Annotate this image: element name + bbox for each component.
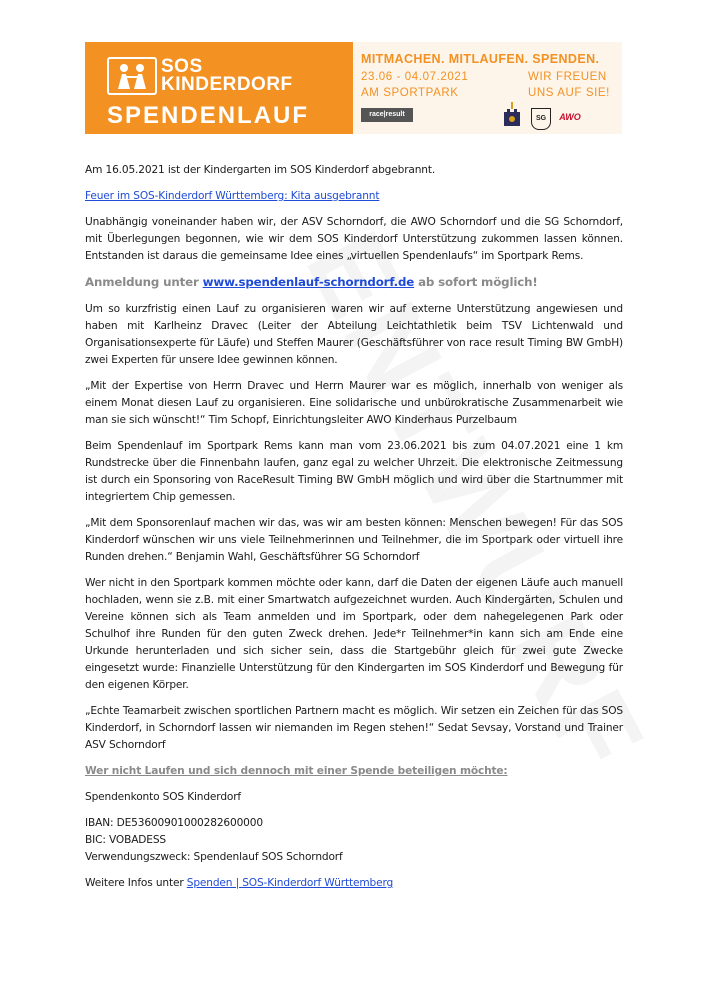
donation-purpose: Verwendungszweck: Spendenlauf SOS Schorndorf [85, 851, 343, 863]
event-slogan: MITMACHEN. MITLAUFEN. SPENDEN. [361, 52, 600, 66]
greeting-line1: WIR FREUEN [528, 71, 607, 83]
donation-heading: Wer nicht Laufen und sich dennoch mit einer Spende beteiligen möchte: [85, 765, 508, 777]
quote-schopf: „Mit der Expertise von Herrn Dravec und Herrn Maurer war es möglich, innerhalb von weniger als einem Monat diesen Lauf zu organisieren. Eine solidarische und unbürokratische Zusammenarbeit wie man sie sich wünscht!“ Tim Schopf, Einrichtungsleiter AWO Kinderhaus Purzelbaum [85, 380, 623, 426]
background-paragraph: Unabhängig voneinander haben wir, der ASV Schorndorf, die AWO Schorndorf und die SG Schorndorf, mit Überlegungen begonnen, wie wir dem SOS Kinderdorf Unterstützung zukommen lassen können. Entstanden ist daraus die gemeinsame Idee eines „virtuellen Spendenlaufs“ im Sportpark Rems. [85, 216, 623, 262]
virtual-run-paragraph: Wer nicht in den Sportpark kommen möchte oder kann, darf die Daten der eigenen Läufe auch manuell hochladen, wenn sie z.B. mit einer Smartwatch aufgezeichnet wurden. Auch Kindergärten, Schulen und Vereine können sich als Team anmelden und im Sportpark, oder dem nahegelegenen Park oder Schulhof ihre Runden für den guten Zweck drehen. Jede*r Teilnehmer*in kann sich am Ende eine Urkunde herunterladen und sich sicher sein, dass die Startgebühr gleich für zwei gute Zwecke eingesetzt wurde: Finanzielle Unterstützung für den Kindergarten im SOS Kinderdorf und Bewegung für den eigenen Körper. [85, 577, 623, 691]
news-article-link[interactable]: Feuer im SOS-Kinderdorf Württemberg: Kita ausgebrannt [85, 190, 380, 202]
org-name-line1: SOS [161, 56, 203, 77]
organizers-paragraph: Um so kurzfristig einen Lauf zu organisieren waren wir auf externe Unterstützung angewiesen und haben mit Karlheinz Dravec (Leiter der Abteilung Leichtathletik beim TSV Lichtenwald und Organisationsexperte für Läufe) und Steffen Maurer (Geschäftsführer von race result Timing BW GmbH) zwei Experten für unsere Idee gewinnen können. [85, 303, 623, 366]
asv-castle-logo-icon [501, 100, 523, 128]
banner-brand-panel [85, 42, 353, 134]
intro-paragraph: Am 16.05.2021 ist der Kindergarten im SOS Kinderdorf abgebrannt. [85, 164, 436, 176]
banner-info-panel [353, 42, 622, 134]
event-dates: 23.06 - 04.07.2021 [361, 71, 469, 83]
event-banner [85, 42, 622, 134]
quote-wahl: „Mit dem Sponsorenlauf machen wir das, was wir am besten können: Menschen bewegen! Für das SOS Kinderdorf wünschen wir uns viele Teilnehmerinnen und Teilnehmer, die im Sportpark oder virtuell ihre Runden drehen.“ Benjamin Wahl, Geschäftsführer SG Schorndorf [85, 517, 623, 563]
article-body [85, 162, 623, 901]
donation-bic: BIC: VOBADESS [85, 834, 166, 846]
race-result-logo: race|result [361, 108, 413, 122]
awo-logo: AWO [559, 112, 581, 122]
news-link-paragraph [85, 188, 623, 205]
more-info-paragraph [85, 875, 623, 892]
quote-sevsay: „Echte Teamarbeit zwischen sportlichen Partnern macht es möglich. Wir setzen ein Zeichen für das SOS Kinderdorf, in Schorndorf lassen wir niemanden im Regen stehen!“ Sedat Sevsay, Vorstand und Trainer ASV Schorndorf [85, 705, 623, 751]
run-details-paragraph: Beim Spendenlauf im Sportpark Rems kann man vom 23.06.2021 bis zum 04.07.2021 eine 1 km Rundstrecke über die Finnenbahn laufen, ganz egal zu welcher Uhrzeit. Die elektronische Zeitmessung ist durch ein Sponsoring von RaceResult Timing BW GmbH möglich und wird über die Startnummer mit integriertem Chip gemessen. [85, 440, 623, 503]
donation-account: Spendenkonto SOS Kinderdorf [85, 791, 242, 803]
sg-schorndorf-logo: SG [531, 108, 551, 130]
greeting-line2: UNS AUF SIE! [528, 87, 610, 99]
signup-announcement [85, 274, 623, 291]
signup-website-link[interactable]: www.spendenlauf-schorndorf.de [202, 275, 415, 289]
event-title: SPENDENLAUF [107, 102, 310, 129]
signup-prefix: Anmeldung unter [85, 275, 203, 289]
event-venue: AM SPORTPARK [361, 87, 459, 99]
donation-iban: IBAN: DE53600901000282600000 [85, 817, 263, 829]
donation-info-link[interactable]: Spenden | SOS-Kinderdorf Württemberg [186, 877, 394, 889]
signup-suffix: ab sofort möglich! [414, 275, 538, 289]
org-name-line2: KINDERDORF [161, 74, 293, 95]
more-info-prefix: Weitere Infos unter [85, 877, 187, 889]
sos-children-logo-icon [107, 57, 157, 95]
